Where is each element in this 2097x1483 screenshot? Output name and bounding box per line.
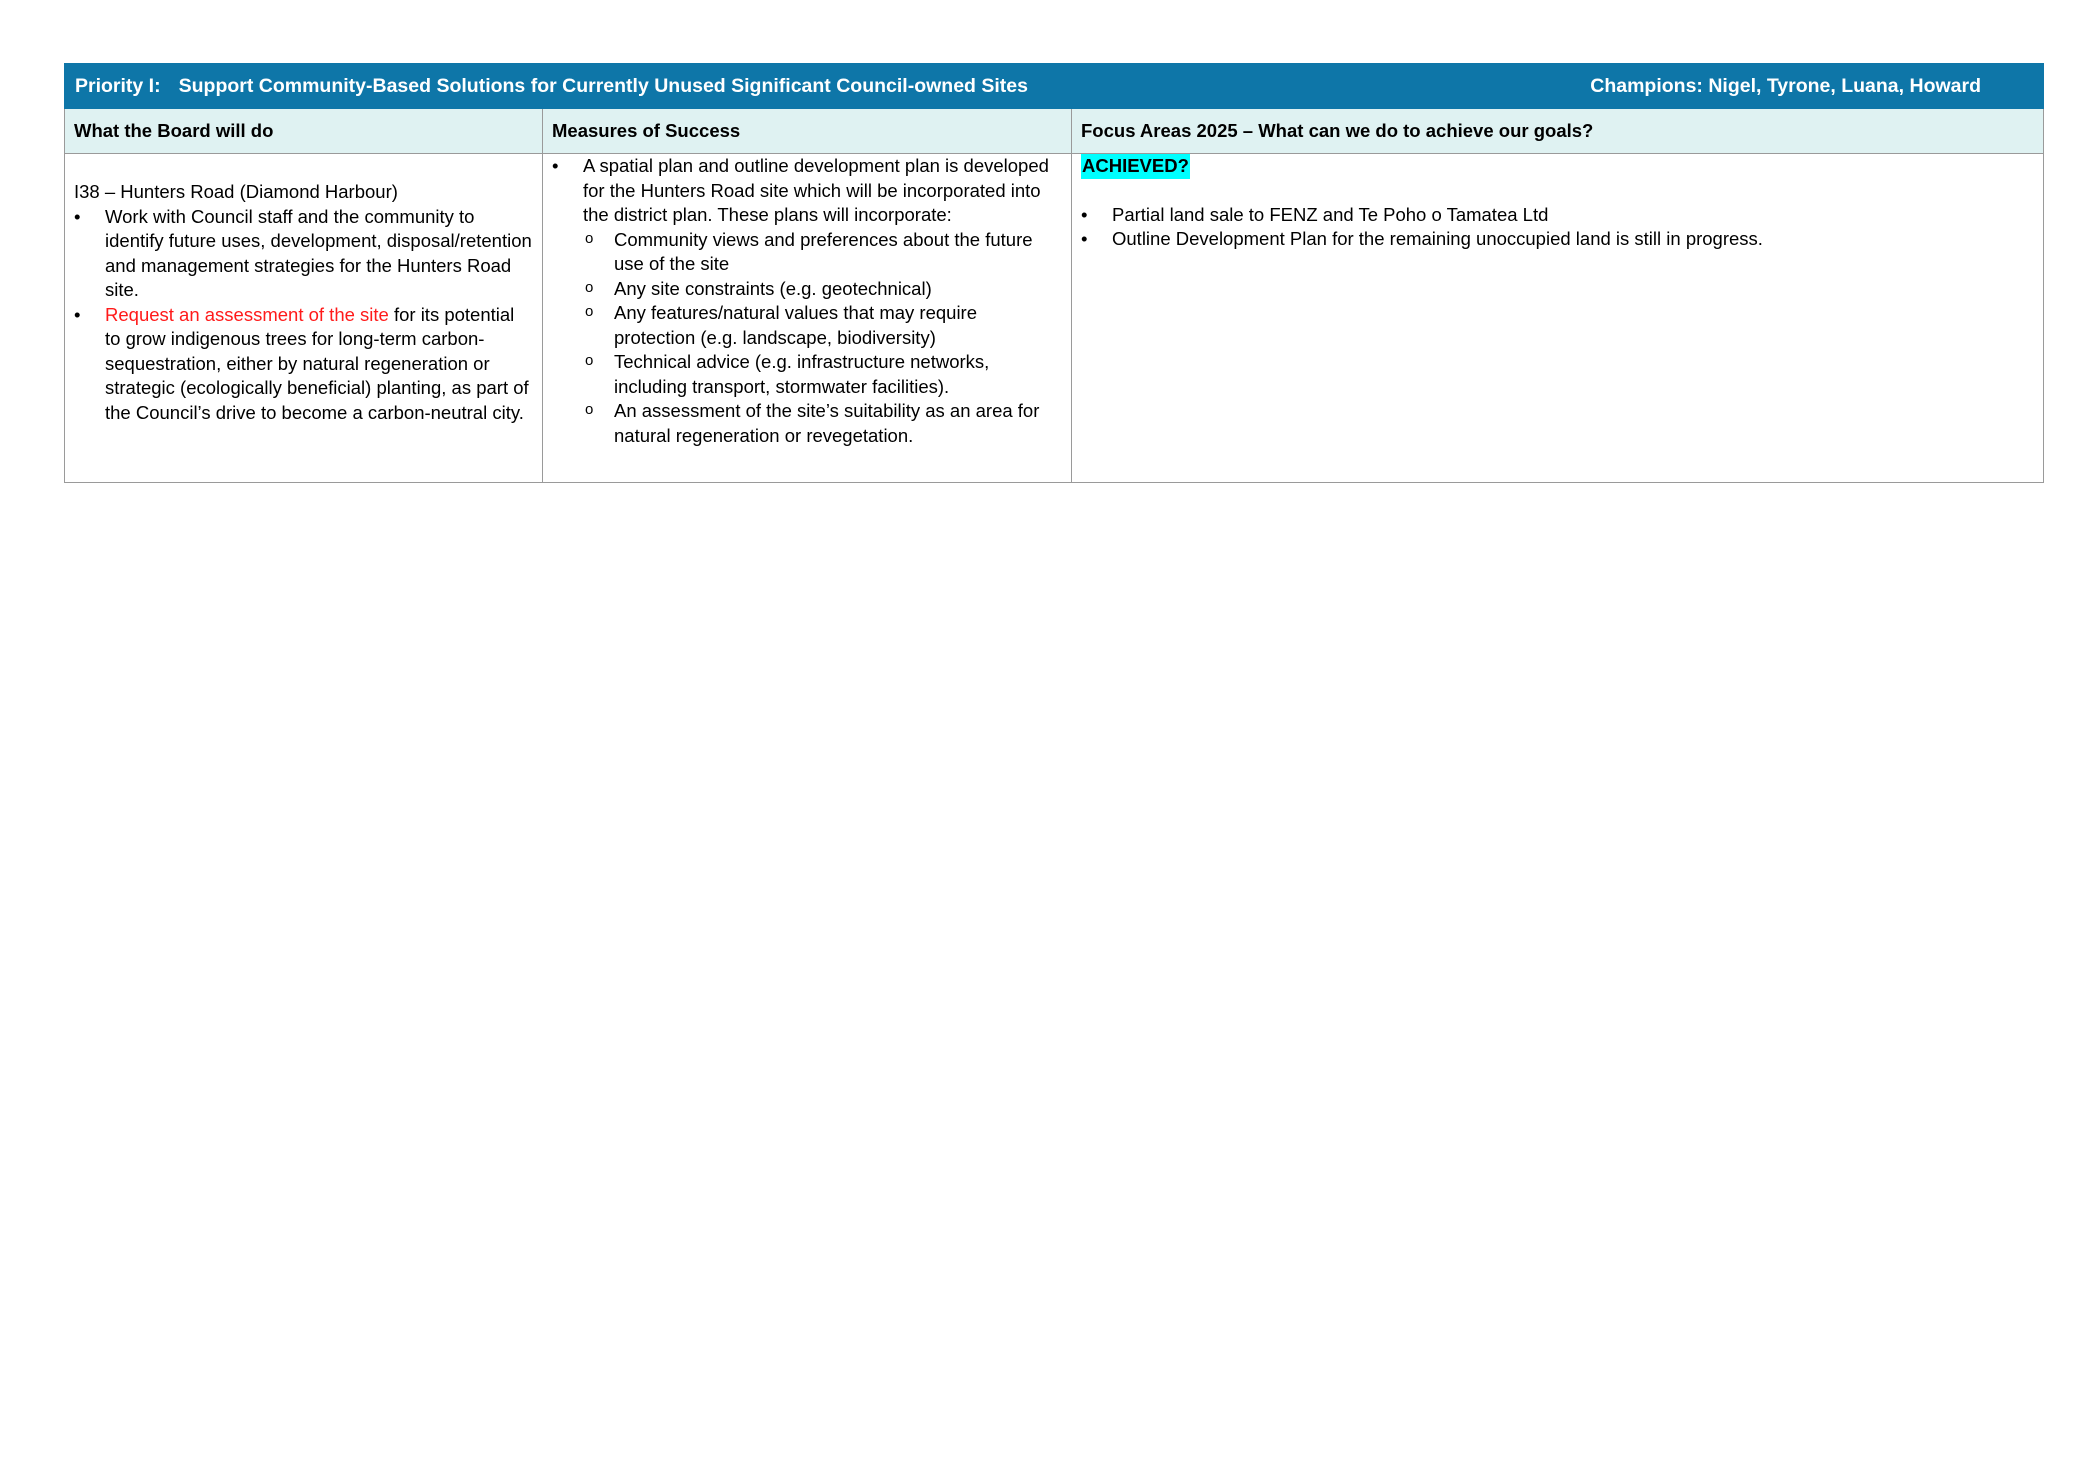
board-action-item bbox=[74, 205, 533, 303]
board-action-text: Work with Council staff and the community to identify future uses, development, disposal/retention and management strategies for the Hunters Road site. bbox=[105, 205, 532, 300]
measures-sub-item: o An assessment of the site’s suitability as an area for natural regeneration or revegetation. bbox=[583, 399, 1062, 448]
measures-sub-item: o Any features/natural values that may require protection (e.g. landscape, biodiversity) bbox=[583, 301, 1062, 350]
priority-title: Support Community-Based Solutions for Currently Unused Significant Council-owned Sites bbox=[178, 74, 1028, 97]
measures-sublist bbox=[583, 228, 1062, 449]
priority-label: Priority I: bbox=[75, 74, 161, 97]
focus-item: • Partial land sale to FENZ and Te Poho o Tamatea Ltd bbox=[1081, 203, 2034, 228]
col-header-focus: Focus Areas 2025 – What can we do to achieve our goals? bbox=[1072, 109, 2044, 154]
priority-heading bbox=[75, 74, 1028, 99]
focus-list bbox=[1081, 203, 2034, 252]
site-heading: I38 – Hunters Road (Diamond Harbour) bbox=[74, 181, 398, 202]
assessment-request-text: Request an assessment of the site bbox=[105, 303, 389, 325]
board-actions-list bbox=[74, 205, 533, 426]
column-header-row bbox=[65, 109, 2044, 154]
content-row bbox=[65, 154, 2044, 483]
priority-table bbox=[64, 63, 2044, 483]
focus-cell bbox=[1072, 154, 2044, 483]
board-action-text: for its potential to grow indigenous trees for long-term carbon-sequestration, either by natural regeneration or strategic (ecologically beneficial) planting, as part of the Council’s drive to become a carbon-neutral city. bbox=[105, 303, 529, 423]
priority-title-cell bbox=[65, 64, 2044, 109]
measures-cell bbox=[543, 154, 1072, 483]
focus-item: • Outline Development Plan for the remaining unoccupied land is still in progress. bbox=[1081, 227, 2034, 252]
achieved-status: ACHIEVED? bbox=[1081, 154, 1190, 179]
col-header-measures: Measures of Success bbox=[543, 109, 1072, 154]
champions: Champions: Nigel, Tyrone, Luana, Howard bbox=[1590, 74, 1981, 97]
col-header-board: What the Board will do bbox=[65, 109, 543, 154]
measures-sub-item: o Community views and preferences about the future use of the site bbox=[583, 228, 1062, 277]
measures-intro: A spatial plan and outline development plan is developed for the Hunters Road site which will be incorporated into the district plan. These plans will incorporate: bbox=[583, 155, 1049, 225]
measures-sub-item: o Any site constraints (e.g. geotechnical) bbox=[583, 277, 1062, 302]
measures-list bbox=[552, 154, 1062, 448]
spacer bbox=[1081, 179, 2034, 203]
measures-sub-item: o Technical advice (e.g. infrastructure networks, including transport, stormwater facilities). bbox=[583, 350, 1062, 399]
board-action-item bbox=[74, 303, 533, 426]
measures-item bbox=[552, 154, 1062, 448]
board-actions-cell bbox=[65, 154, 543, 483]
priority-title-row bbox=[65, 64, 2044, 109]
